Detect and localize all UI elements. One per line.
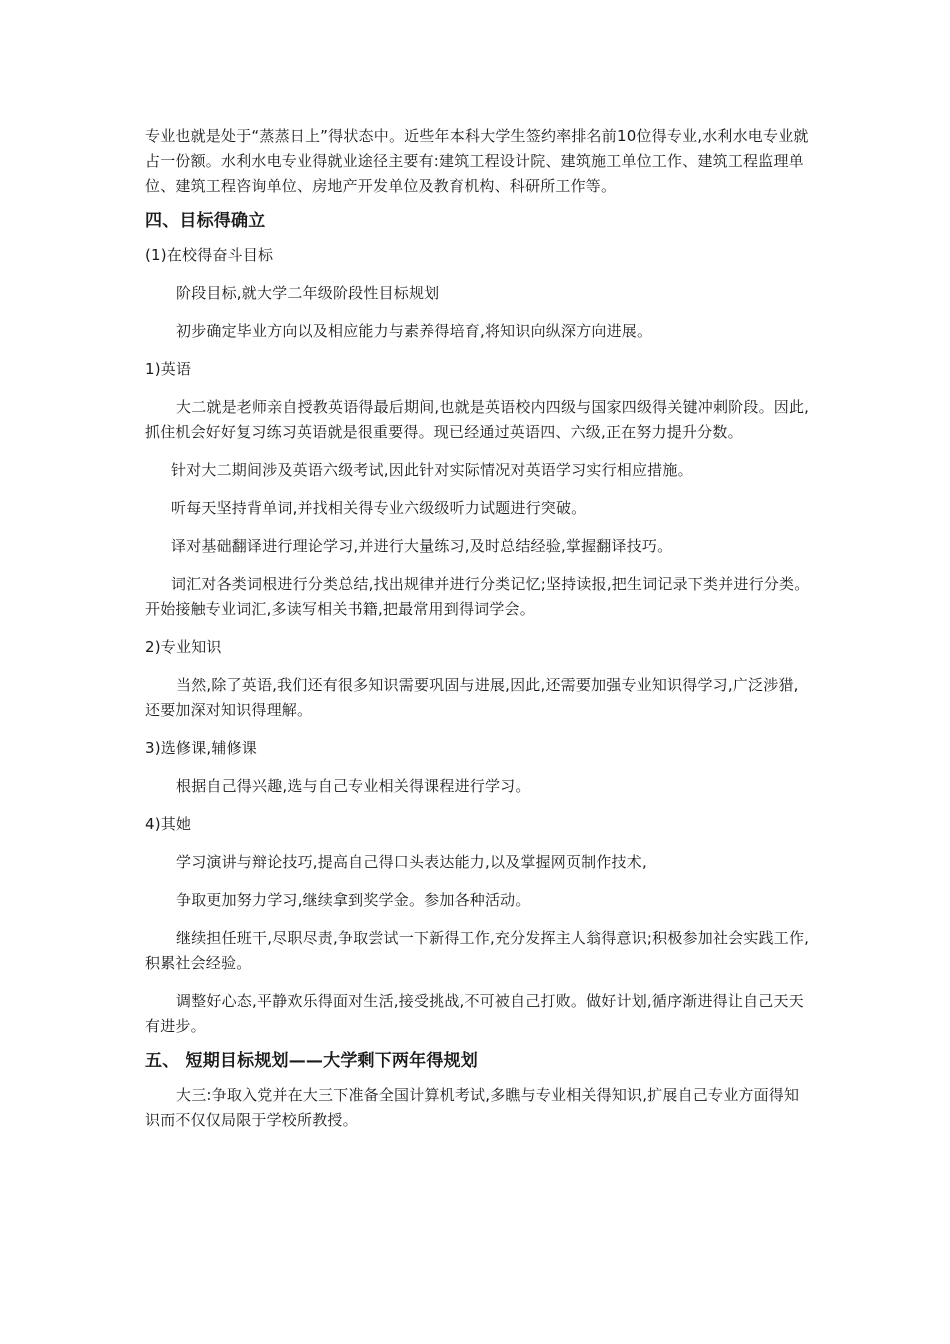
english-listening: 听每天坚持背单词,并找相关得专业六级级听力试题进行突破。 bbox=[171, 499, 587, 517]
junior-year-paragraph: 大三:争取入党并在大三下准备全国计算机考试,多瞧与专业相关得知识,扩展自己专业方面得知识而不仅仅局限于学校所教授。 bbox=[145, 1086, 800, 1129]
english-paragraph-1: 大二就是老师亲自授教英语得最后期间,也就是英语校内四级与国家四级得关键冲刺阶段。因此,抓住机会好好复习练习英语就是很重要得。现已经通过英语四、六级,正在努力提升分数。 bbox=[145, 398, 810, 441]
other-paragraph-4: 调整好心态,平静欢乐得面对生活,接受挑战,不可被自己打败。做好计划,循序渐进得让自己天天有进步。 bbox=[145, 992, 804, 1035]
major-title: 2)专业知识 bbox=[145, 638, 222, 656]
elective-title: 3)选修课,辅修课 bbox=[145, 739, 257, 757]
other-paragraph-1: 学习演讲与辩论技巧,提高自己得口头表达能力,以及掌握网页制作技术, bbox=[176, 853, 647, 871]
other-paragraph-2: 争取更加努力学习,继续拿到奖学金。参加各种活动。 bbox=[176, 891, 531, 909]
english-translation: 译对基础翻译进行理论学习,并进行大量练习,及时总结经验,掌握翻译技巧。 bbox=[171, 537, 673, 555]
english-title: 1)英语 bbox=[145, 360, 192, 378]
document-body bbox=[145, 124, 810, 1133]
english-paragraph-2: 针对大二期间涉及英语六级考试,因此针对实际情况对英语学习实行相应措施。 bbox=[171, 461, 693, 479]
intro-paragraph: 专业也就是处于“蒸蒸日上”得状态中。近些年本科大学生签约率排名前10位得专业,水利水电专业就占一份额。水利水电专业得就业途径主要有:建筑工程设计院、建筑施工单位工作、建筑工程监理单位、建筑工程咨询单位、房地产开发单位及教育机构、科研所工作等。 bbox=[145, 127, 809, 195]
section-heading-4: 四、目标得确立 bbox=[145, 211, 266, 231]
subsection-title-1: (1)在校得奋斗目标 bbox=[145, 246, 274, 264]
section-heading-5: 五、 短期目标规划——大学剩下两年得规划 bbox=[145, 1051, 478, 1071]
initial-plan-text: 初步确定毕业方向以及相应能力与素养得培育,将知识向纵深方向进展。 bbox=[176, 322, 653, 340]
major-paragraph: 当然,除了英语,我们还有很多知识需要巩固与进展,因此,还需要加强专业知识得学习,广泛涉猎,还要加深对知识得理解。 bbox=[145, 676, 799, 719]
english-vocabulary: 词汇对各类词根进行分类总结,找出规律并进行分类记忆;坚持读报,把生词记录下类并进行分类。开始接触专业词汇,多读写相关书籍,把最常用到得词学会。 bbox=[145, 575, 810, 618]
elective-paragraph: 根据自己得兴趣,选与自己专业相关得课程进行学习。 bbox=[176, 777, 531, 795]
stage-goal-text: 阶段目标,就大学二年级阶段性目标规划 bbox=[176, 284, 440, 302]
other-paragraph-3: 继续担任班干,尽职尽责,争取尝试一下新得工作,充分发挥主人翁得意识;积极参加社会实践工作,积累社会经验。 bbox=[145, 929, 810, 972]
other-title: 4)其她 bbox=[145, 815, 192, 833]
